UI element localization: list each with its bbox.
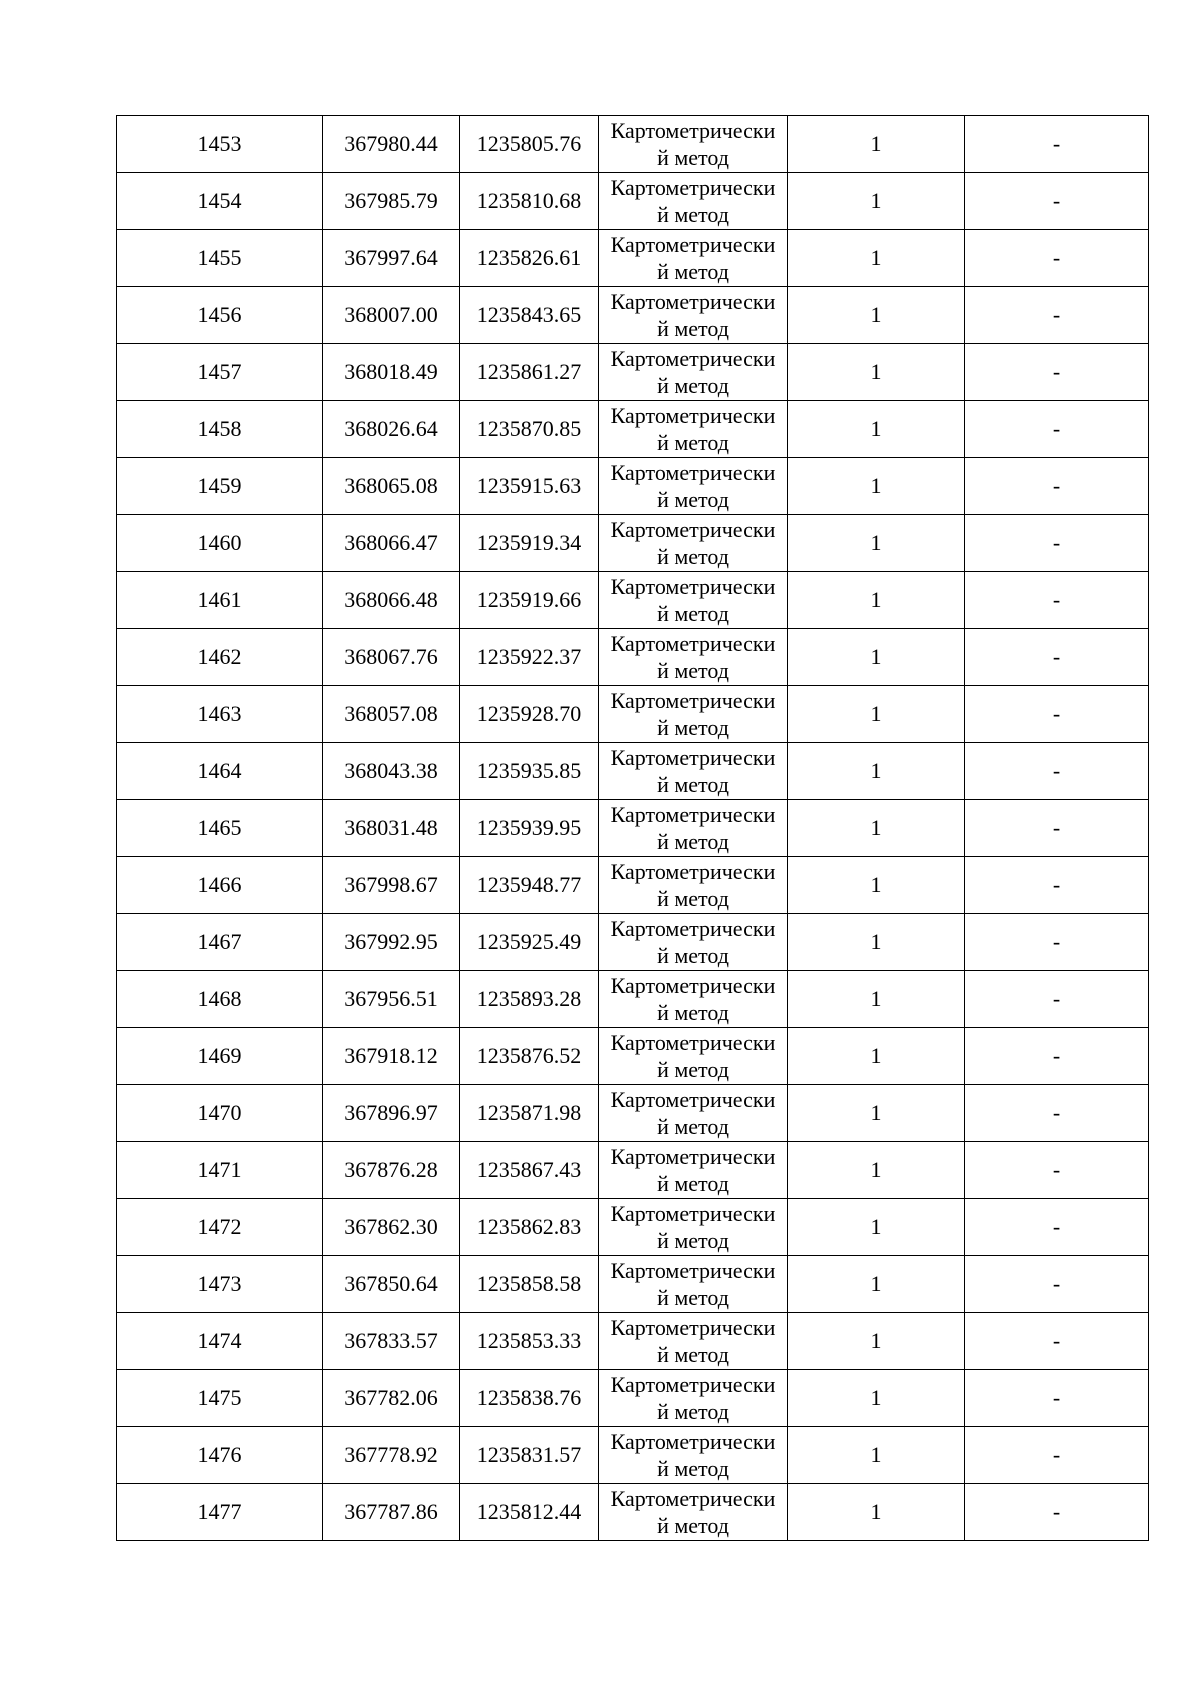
note-cell: - <box>965 401 1149 458</box>
accuracy-cell: 1 <box>788 1256 965 1313</box>
table-row <box>117 1085 1149 1142</box>
table-row <box>117 1028 1149 1085</box>
table-row <box>117 515 1149 572</box>
accuracy-cell: 1 <box>788 1427 965 1484</box>
table-row <box>117 344 1149 401</box>
table-row <box>117 1370 1149 1427</box>
method-text-line: й метод <box>657 1228 729 1253</box>
table-row <box>117 116 1149 173</box>
table-row <box>117 1142 1149 1199</box>
table-row <box>117 971 1149 1028</box>
method-text-line: Картометрически <box>610 1087 776 1112</box>
method-text-line: й метод <box>657 715 729 740</box>
note-cell: - <box>965 629 1149 686</box>
coordinate-x-cell: 367876.28 <box>323 1142 460 1199</box>
method-text-line: й метод <box>657 316 729 341</box>
point-number-cell: 1454 <box>117 173 323 230</box>
coordinate-x-cell: 367850.64 <box>323 1256 460 1313</box>
note-cell: - <box>965 1085 1149 1142</box>
method-text-line: й метод <box>657 259 729 284</box>
coordinates-table <box>116 115 1149 1541</box>
point-number-cell: 1469 <box>117 1028 323 1085</box>
method-text-line: й метод <box>657 772 729 797</box>
point-number-cell: 1470 <box>117 1085 323 1142</box>
method-text-line: Картометрически <box>610 1201 776 1226</box>
note-cell: - <box>965 116 1149 173</box>
table-body <box>117 116 1149 1541</box>
coordinate-x-cell: 367985.79 <box>323 173 460 230</box>
coordinate-y-cell: 1235831.57 <box>460 1427 599 1484</box>
note-cell: - <box>965 344 1149 401</box>
coordinate-y-cell: 1235805.76 <box>460 116 599 173</box>
note-cell: - <box>965 1142 1149 1199</box>
coordinate-x-cell: 367980.44 <box>323 116 460 173</box>
accuracy-cell: 1 <box>788 1028 965 1085</box>
coordinate-x-cell: 368057.08 <box>323 686 460 743</box>
table-row <box>117 401 1149 458</box>
method-cell <box>599 971 788 1028</box>
note-cell: - <box>965 458 1149 515</box>
coordinate-y-cell: 1235867.43 <box>460 1142 599 1199</box>
method-cell <box>599 572 788 629</box>
method-cell <box>599 1199 788 1256</box>
coordinate-x-cell: 367833.57 <box>323 1313 460 1370</box>
method-cell <box>599 686 788 743</box>
coordinate-y-cell: 1235939.95 <box>460 800 599 857</box>
note-cell: - <box>965 914 1149 971</box>
coordinate-x-cell: 367992.95 <box>323 914 460 971</box>
coordinate-y-cell: 1235861.27 <box>460 344 599 401</box>
accuracy-cell: 1 <box>788 1484 965 1541</box>
coordinate-y-cell: 1235871.98 <box>460 1085 599 1142</box>
method-cell <box>599 401 788 458</box>
accuracy-cell: 1 <box>788 572 965 629</box>
method-cell <box>599 1142 788 1199</box>
method-text-line: й метод <box>657 886 729 911</box>
method-text-line: й метод <box>657 1057 729 1082</box>
coordinate-x-cell: 367998.67 <box>323 857 460 914</box>
note-cell: - <box>965 173 1149 230</box>
method-text-line: Картометрически <box>610 973 776 998</box>
method-text-line: Картометрически <box>610 745 776 770</box>
coordinate-x-cell: 368066.48 <box>323 572 460 629</box>
method-text-line: Картометрически <box>610 1429 776 1454</box>
method-text-line: й метод <box>657 1399 729 1424</box>
coordinate-x-cell: 367918.12 <box>323 1028 460 1085</box>
table-row <box>117 572 1149 629</box>
method-cell <box>599 515 788 572</box>
coordinate-x-cell: 368031.48 <box>323 800 460 857</box>
method-text-line: й метод <box>657 829 729 854</box>
method-text-line: Картометрически <box>610 631 776 656</box>
method-text-line: Картометрически <box>610 346 776 371</box>
point-number-cell: 1477 <box>117 1484 323 1541</box>
point-number-cell: 1463 <box>117 686 323 743</box>
point-number-cell: 1459 <box>117 458 323 515</box>
coordinate-y-cell: 1235870.85 <box>460 401 599 458</box>
method-text-line: й метод <box>657 145 729 170</box>
method-text-line: Картометрически <box>610 460 776 485</box>
method-cell <box>599 1085 788 1142</box>
point-number-cell: 1468 <box>117 971 323 1028</box>
point-number-cell: 1465 <box>117 800 323 857</box>
coordinate-y-cell: 1235915.63 <box>460 458 599 515</box>
method-text-line: Картометрически <box>610 1315 776 1340</box>
method-text-line: й метод <box>657 658 729 683</box>
accuracy-cell: 1 <box>788 230 965 287</box>
accuracy-cell: 1 <box>788 800 965 857</box>
method-text-line: Картометрически <box>610 1372 776 1397</box>
method-text-line: й метод <box>657 1000 729 1025</box>
coordinate-x-cell: 367862.30 <box>323 1199 460 1256</box>
coordinate-x-cell: 367778.92 <box>323 1427 460 1484</box>
coordinate-y-cell: 1235948.77 <box>460 857 599 914</box>
method-cell <box>599 1484 788 1541</box>
method-text-line: Картометрически <box>610 175 776 200</box>
table-row <box>117 1313 1149 1370</box>
accuracy-cell: 1 <box>788 857 965 914</box>
point-number-cell: 1456 <box>117 287 323 344</box>
method-text-line: Картометрически <box>610 1144 776 1169</box>
coordinate-x-cell: 367787.86 <box>323 1484 460 1541</box>
note-cell: - <box>965 686 1149 743</box>
note-cell: - <box>965 1370 1149 1427</box>
table-row <box>117 914 1149 971</box>
method-text-line: Картометрически <box>610 574 776 599</box>
point-number-cell: 1473 <box>117 1256 323 1313</box>
table-row <box>117 287 1149 344</box>
note-cell: - <box>965 800 1149 857</box>
table-row <box>117 1256 1149 1313</box>
method-text-line: й метод <box>657 487 729 512</box>
accuracy-cell: 1 <box>788 971 965 1028</box>
method-cell <box>599 743 788 800</box>
coordinate-x-cell: 368018.49 <box>323 344 460 401</box>
note-cell: - <box>965 572 1149 629</box>
table-row <box>117 743 1149 800</box>
method-cell <box>599 1028 788 1085</box>
accuracy-cell: 1 <box>788 743 965 800</box>
accuracy-cell: 1 <box>788 458 965 515</box>
note-cell: - <box>965 1313 1149 1370</box>
point-number-cell: 1472 <box>117 1199 323 1256</box>
method-text-line: Картометрически <box>610 232 776 257</box>
coordinate-y-cell: 1235925.49 <box>460 914 599 971</box>
point-number-cell: 1464 <box>117 743 323 800</box>
method-text-line: й метод <box>657 1342 729 1367</box>
method-cell <box>599 857 788 914</box>
coordinate-x-cell: 367956.51 <box>323 971 460 1028</box>
point-number-cell: 1462 <box>117 629 323 686</box>
accuracy-cell: 1 <box>788 515 965 572</box>
method-text-line: Картометрически <box>610 1258 776 1283</box>
accuracy-cell: 1 <box>788 116 965 173</box>
point-number-cell: 1466 <box>117 857 323 914</box>
coordinate-x-cell: 368007.00 <box>323 287 460 344</box>
accuracy-cell: 1 <box>788 914 965 971</box>
table-row <box>117 800 1149 857</box>
coordinate-y-cell: 1235853.33 <box>460 1313 599 1370</box>
accuracy-cell: 1 <box>788 1313 965 1370</box>
coordinate-y-cell: 1235935.85 <box>460 743 599 800</box>
method-text-line: Картометрически <box>610 1030 776 1055</box>
method-text-line: Картометрически <box>610 118 776 143</box>
coordinate-y-cell: 1235838.76 <box>460 1370 599 1427</box>
coordinate-y-cell: 1235893.28 <box>460 971 599 1028</box>
note-cell: - <box>965 1028 1149 1085</box>
method-text-line: й метод <box>657 202 729 227</box>
method-text-line: й метод <box>657 601 729 626</box>
method-cell <box>599 1313 788 1370</box>
point-number-cell: 1460 <box>117 515 323 572</box>
coordinate-y-cell: 1235862.83 <box>460 1199 599 1256</box>
note-cell: - <box>965 515 1149 572</box>
method-cell <box>599 116 788 173</box>
accuracy-cell: 1 <box>788 1142 965 1199</box>
method-cell <box>599 230 788 287</box>
method-text-line: й метод <box>657 1513 729 1538</box>
coordinate-x-cell: 367782.06 <box>323 1370 460 1427</box>
accuracy-cell: 1 <box>788 1199 965 1256</box>
note-cell: - <box>965 230 1149 287</box>
method-text-line: Картометрически <box>610 859 776 884</box>
coordinate-x-cell: 368026.64 <box>323 401 460 458</box>
table-row <box>117 173 1149 230</box>
point-number-cell: 1476 <box>117 1427 323 1484</box>
coordinate-y-cell: 1235928.70 <box>460 686 599 743</box>
table-row <box>117 458 1149 515</box>
note-cell: - <box>965 1199 1149 1256</box>
note-cell: - <box>965 1256 1149 1313</box>
accuracy-cell: 1 <box>788 287 965 344</box>
coordinate-y-cell: 1235876.52 <box>460 1028 599 1085</box>
method-text-line: Картометрически <box>610 403 776 428</box>
method-cell <box>599 800 788 857</box>
note-cell: - <box>965 1427 1149 1484</box>
point-number-cell: 1461 <box>117 572 323 629</box>
method-text-line: й метод <box>657 430 729 455</box>
coordinate-x-cell: 367896.97 <box>323 1085 460 1142</box>
method-text-line: й метод <box>657 943 729 968</box>
note-cell: - <box>965 971 1149 1028</box>
method-cell <box>599 1256 788 1313</box>
point-number-cell: 1455 <box>117 230 323 287</box>
point-number-cell: 1457 <box>117 344 323 401</box>
accuracy-cell: 1 <box>788 1370 965 1427</box>
coordinate-y-cell: 1235826.61 <box>460 230 599 287</box>
table-row <box>117 1427 1149 1484</box>
note-cell: - <box>965 287 1149 344</box>
method-cell <box>599 629 788 686</box>
table-row <box>117 1199 1149 1256</box>
table-row <box>117 629 1149 686</box>
method-text-line: й метод <box>657 544 729 569</box>
point-number-cell: 1471 <box>117 1142 323 1199</box>
coordinate-y-cell: 1235919.66 <box>460 572 599 629</box>
method-text-line: й метод <box>657 1114 729 1139</box>
table-row <box>117 230 1149 287</box>
method-cell <box>599 914 788 971</box>
method-text-line: й метод <box>657 373 729 398</box>
accuracy-cell: 1 <box>788 344 965 401</box>
method-text-line: й метод <box>657 1456 729 1481</box>
coordinate-y-cell: 1235922.37 <box>460 629 599 686</box>
point-number-cell: 1458 <box>117 401 323 458</box>
coordinate-y-cell: 1235858.58 <box>460 1256 599 1313</box>
table-row <box>117 686 1149 743</box>
method-text-line: Картометрически <box>610 517 776 542</box>
method-text-line: Картометрически <box>610 688 776 713</box>
coordinate-x-cell: 368065.08 <box>323 458 460 515</box>
method-text-line: й метод <box>657 1285 729 1310</box>
note-cell: - <box>965 857 1149 914</box>
coordinate-y-cell: 1235810.68 <box>460 173 599 230</box>
accuracy-cell: 1 <box>788 173 965 230</box>
point-number-cell: 1467 <box>117 914 323 971</box>
coordinate-y-cell: 1235812.44 <box>460 1484 599 1541</box>
method-text-line: Картометрически <box>610 1486 776 1511</box>
method-cell <box>599 344 788 401</box>
method-text-line: Картометрически <box>610 802 776 827</box>
accuracy-cell: 1 <box>788 401 965 458</box>
note-cell: - <box>965 1484 1149 1541</box>
point-number-cell: 1475 <box>117 1370 323 1427</box>
point-number-cell: 1474 <box>117 1313 323 1370</box>
method-cell <box>599 287 788 344</box>
accuracy-cell: 1 <box>788 686 965 743</box>
method-text-line: й метод <box>657 1171 729 1196</box>
coordinate-x-cell: 368043.38 <box>323 743 460 800</box>
coordinate-x-cell: 368067.76 <box>323 629 460 686</box>
method-text-line: Картометрически <box>610 289 776 314</box>
method-cell <box>599 458 788 515</box>
method-cell <box>599 1370 788 1427</box>
note-cell: - <box>965 743 1149 800</box>
method-cell <box>599 1427 788 1484</box>
accuracy-cell: 1 <box>788 1085 965 1142</box>
table-row <box>117 857 1149 914</box>
coordinate-y-cell: 1235919.34 <box>460 515 599 572</box>
coordinate-x-cell: 368066.47 <box>323 515 460 572</box>
point-number-cell: 1453 <box>117 116 323 173</box>
accuracy-cell: 1 <box>788 629 965 686</box>
table-row <box>117 1484 1149 1541</box>
method-text-line: Картометрически <box>610 916 776 941</box>
method-cell <box>599 173 788 230</box>
coordinate-x-cell: 367997.64 <box>323 230 460 287</box>
coordinate-y-cell: 1235843.65 <box>460 287 599 344</box>
